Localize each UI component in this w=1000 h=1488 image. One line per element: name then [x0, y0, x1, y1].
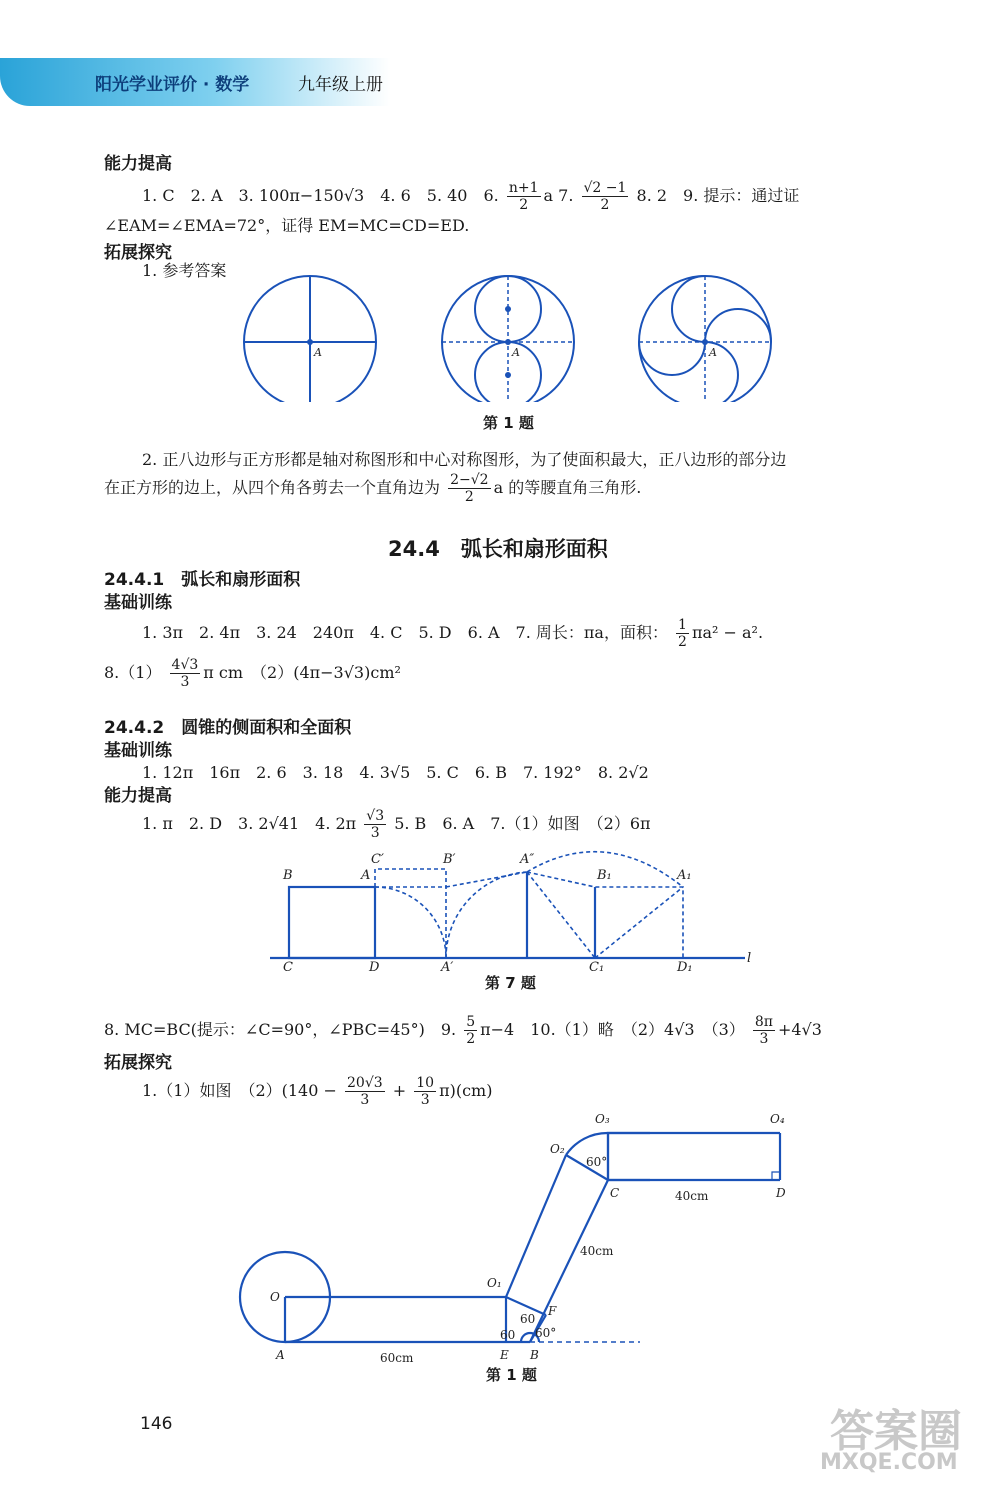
answer-line	[142, 180, 799, 213]
fraction	[676, 617, 689, 650]
denominator: 3	[420, 1092, 430, 1108]
answer-text: 5. B 6. A 7.（1）如图 （2）6π	[394, 814, 651, 833]
point-label: O	[270, 1290, 280, 1304]
arc	[705, 309, 771, 342]
numerator: n+1	[508, 180, 539, 196]
point-label: O₁	[487, 1276, 502, 1290]
numerator: 20√3	[347, 1075, 383, 1091]
numerator: 2−√2	[450, 472, 489, 488]
watermark-logo: 答案圈	[830, 1406, 962, 1457]
dashed-line	[595, 887, 683, 958]
numerator: 8π	[754, 1014, 773, 1030]
dashed-square	[375, 869, 446, 958]
arc	[672, 276, 705, 342]
answer-line	[104, 1014, 822, 1047]
figure-caption: 第 1 题	[486, 1366, 537, 1384]
answer-line: 1. 参考答案	[142, 261, 227, 280]
fraction	[345, 1075, 385, 1108]
answer-line	[142, 617, 763, 650]
answer-text: 1. C 2. A 3. 100π−150√3 4. 6 5. 40 6.	[142, 186, 499, 205]
answer-text: π−4 10.（1）略 （2）4√3 （3）	[480, 1020, 745, 1039]
point-label: C₁	[589, 960, 605, 975]
dashed-line	[527, 872, 683, 958]
point-label: B	[530, 1348, 539, 1362]
fraction	[170, 657, 201, 690]
point-label: B′	[443, 852, 456, 867]
dashed-arc	[375, 887, 446, 958]
answer-text: 1. π 2. D 3. 2√41 4. 2π	[142, 814, 357, 833]
answer-line: 2. 正八边形与正方形都是轴对称图形和中心对称图形，为了使面积最大，正八边形的部分边	[142, 450, 787, 469]
point-label: A	[361, 868, 371, 883]
point-label: B₁	[597, 868, 612, 883]
point-label: C	[610, 1186, 620, 1200]
length-label: 40cm	[580, 1244, 614, 1258]
section-heading: 拓展探究	[104, 1053, 172, 1073]
answer-line: ∠EAM=∠EMA=72°，证得 EM=MC=CD=ED.	[104, 216, 470, 235]
right-angle-mark	[772, 1172, 780, 1180]
segment	[530, 1180, 608, 1342]
answer-text: a 的等腰直角三角形.	[493, 478, 642, 497]
point-label: E	[500, 1348, 509, 1362]
denominator: 2	[519, 197, 529, 213]
answer-text: 8. 2 9. 提示：通过证	[636, 186, 800, 205]
fraction	[464, 1014, 477, 1047]
numerator: 1	[678, 617, 687, 633]
point-label: O₃	[595, 1112, 610, 1126]
fraction	[364, 808, 386, 841]
fraction	[582, 180, 629, 213]
section-heading: 能力提高	[104, 786, 172, 806]
dashed-arc	[446, 872, 527, 958]
page-number: 146	[140, 1414, 173, 1434]
fraction	[448, 472, 490, 505]
numerator: 5	[466, 1014, 476, 1030]
denominator: 2	[600, 197, 610, 213]
denominator: 2	[678, 634, 687, 650]
denominator: 3	[370, 825, 380, 841]
angle-label: 60	[500, 1328, 516, 1342]
answer-line	[142, 808, 651, 841]
rolling-path-figure	[230, 1105, 650, 1380]
point-label: A	[276, 1348, 285, 1362]
rolling-square-figure	[265, 845, 765, 975]
point-label: C	[283, 960, 293, 975]
book-title: 阳光学业评价 · 数学	[95, 75, 250, 95]
answer-text: 1. 3π 2. 4π 3. 24 240π 4. C 5. D 6. A 7. 周长：πa，面积：	[142, 623, 668, 642]
fraction	[414, 1075, 436, 1108]
answer-text: πa² − a².	[691, 623, 764, 642]
point-label: A′	[441, 960, 454, 975]
point-label: B	[283, 868, 293, 883]
length-label: 40cm	[675, 1189, 709, 1203]
answer-text: 8. MC=BC(提示：∠C=90°，∠PBC=45°) 9.	[104, 1020, 457, 1039]
point-label: A	[512, 346, 520, 359]
answer-text: π cm （2）(4π−3√3)cm²	[203, 663, 401, 682]
circle-figures	[230, 272, 790, 402]
angle-label: 60°	[586, 1155, 608, 1169]
length-label: 60cm	[380, 1351, 414, 1365]
section-heading: 拓展探究	[104, 243, 172, 263]
numerator: √2 −1	[583, 180, 627, 196]
section-heading: 基础训练	[104, 593, 172, 613]
denominator: 3	[759, 1031, 769, 1047]
section-heading: 基础训练	[104, 741, 172, 761]
watermark-url: MXQE.COM	[820, 1450, 958, 1475]
answer-text: +	[392, 1081, 407, 1100]
answer-text: 8.（1）	[104, 663, 162, 682]
subsection-title: 24.4.1 弧长和扇形面积	[104, 570, 301, 590]
subsection-title: 24.4.2 圆锥的侧面积和全面积	[104, 718, 352, 738]
book-grade: 九年级上册	[298, 75, 383, 95]
answer-line	[104, 472, 641, 505]
segment	[506, 1155, 566, 1297]
figure-caption: 第 1 题	[483, 414, 534, 432]
point-label: F	[548, 1304, 557, 1318]
denominator: 3	[180, 674, 190, 690]
angle-label: 60	[520, 1312, 536, 1326]
answer-line: 1. 12π 16π 2. 6 3. 18 4. 3√5 5. C 6. B 7. 192° 8. 2√2	[142, 763, 649, 782]
denominator: 2	[464, 489, 474, 505]
rectangle-part	[600, 1105, 800, 1215]
arc	[639, 342, 705, 375]
center-dot	[307, 339, 313, 345]
point-label: C′	[371, 852, 384, 867]
answer-text: π)(cm)	[439, 1081, 493, 1100]
point-label: D	[776, 1186, 786, 1200]
answer-text: 7.	[558, 186, 574, 205]
figure-caption: 第 7 题	[485, 974, 536, 992]
angle-label: 60°	[535, 1326, 557, 1340]
point-label: A₁	[677, 868, 692, 883]
denominator: 2	[466, 1031, 476, 1047]
numerator: √3	[366, 808, 385, 824]
point-label: A	[314, 346, 322, 359]
answer-text: 1.（1）如图 （2）(140 −	[142, 1081, 337, 1100]
numerator: 10	[416, 1075, 435, 1091]
answer-text: a	[543, 186, 554, 205]
point-label: D₁	[677, 960, 693, 975]
line-label: l	[747, 951, 752, 966]
answer-text: 在正方形的边上，从四个角各剪去一个直角边为	[104, 478, 441, 497]
center-dot	[702, 339, 708, 345]
answer-text: +4√3	[777, 1020, 822, 1039]
center-dot	[505, 306, 511, 312]
point-label: O₄	[770, 1112, 785, 1126]
answer-line	[104, 657, 401, 690]
point-label: A″	[520, 852, 535, 867]
fraction	[753, 1014, 775, 1047]
center-dot	[505, 372, 511, 378]
numerator: 4√3	[171, 657, 199, 673]
fraction	[507, 180, 541, 213]
point-label: O₂	[550, 1142, 565, 1156]
answer-line	[142, 1075, 492, 1108]
square-ABCD	[289, 887, 375, 958]
section-heading: 能力提高	[104, 154, 172, 174]
section-title: 24.4 弧长和扇形面积	[388, 537, 608, 561]
point-label: A	[709, 346, 717, 359]
center-dot	[505, 339, 511, 345]
point-label: D	[369, 960, 380, 975]
denominator: 3	[360, 1092, 370, 1108]
